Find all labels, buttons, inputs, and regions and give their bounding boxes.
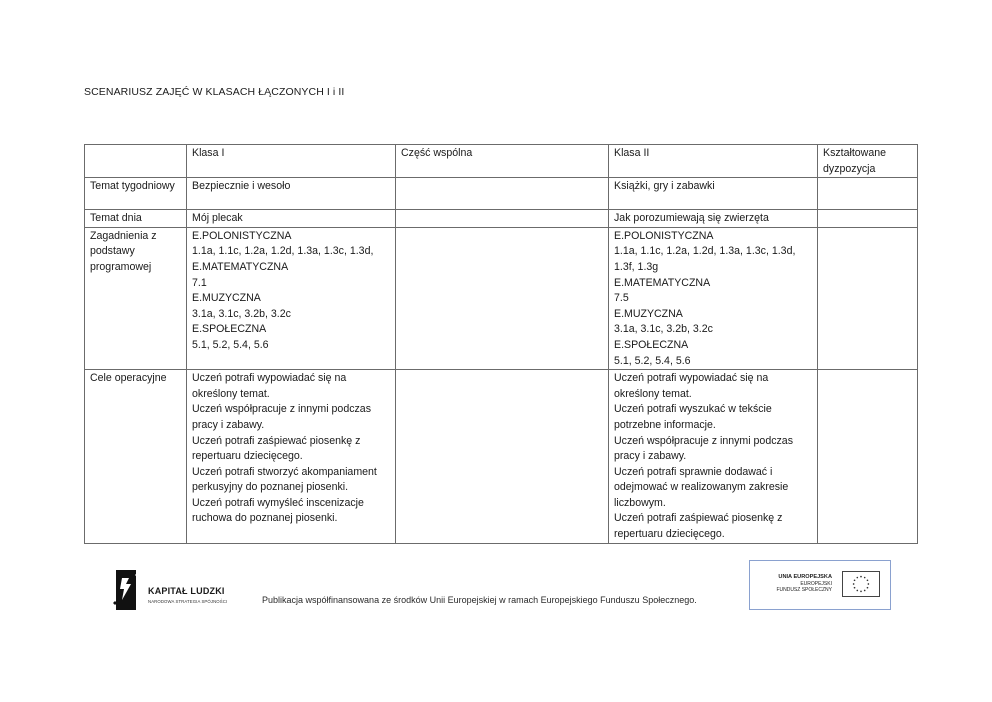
cell-klasa-1: Bezpiecznie i wesoło xyxy=(187,178,396,210)
header-cell-klasa-1: Klasa I xyxy=(187,145,396,178)
eu-flag-icon xyxy=(842,571,880,597)
header-cell-dyspozycje: Kształtowane dyzpozycja xyxy=(818,145,918,178)
lesson-plan-table xyxy=(84,144,918,544)
cell-czesc-wspolna xyxy=(396,178,609,210)
cell-dyspozycje xyxy=(818,210,918,228)
cell-klasa-1: Mój plecak xyxy=(187,210,396,228)
kapital-ludzki-logo-icon xyxy=(110,570,142,610)
cell-czesc-wspolna xyxy=(396,210,609,228)
cell-dyspozycje xyxy=(818,178,918,210)
cell-dyspozycje xyxy=(818,227,918,369)
eu-logo-box xyxy=(749,560,891,610)
cell-klasa-1: E.POLONISTYCZNA 1.1a, 1.1c, 1.2a, 1.2d, 1.3a, 1.3c, 1.3d, E.MATEMATYCZNA 7.1 E.MUZYCZNA 3.1a, 3.1c, 3.2b, 3.2c E.SPOŁECZNA 5.1, 5.2, 5.4, 5.6 xyxy=(187,227,396,369)
kapital-ludzki-logo xyxy=(110,570,250,610)
cell-klasa-2: Książki, gry i zabawki xyxy=(609,178,818,210)
row-label-temat-dnia: Temat dnia xyxy=(85,210,187,228)
eu-logo-text xyxy=(776,574,832,594)
table-header-row xyxy=(85,145,918,178)
page-footer xyxy=(0,560,992,620)
table-row xyxy=(85,370,918,544)
row-label-zagadnienia: Zagadnienia z podstawy programowej xyxy=(85,227,187,369)
cell-klasa-2: E.POLONISTYCZNA 1.1a, 1.1c, 1.2a, 1.2d, 1.3a, 1.3c, 1.3d, 1.3f, 1.3g E.MATEMATYCZNA 7.5 E.MUZYCZNA 3.1a, 3.1c, 3.2b, 3.2c E.SPOŁECZNA 5.1, 5.2, 5.4, 5.6 xyxy=(609,227,818,369)
row-label-temat-tygodniowy: Temat tygodniowy xyxy=(85,178,187,210)
cell-klasa-1: Uczeń potrafi wypowiadać się na określony temat. Uczeń współpracuje z innymi podczas pracy i zabawy. Uczeń potrafi zaśpiewać piosenkę z repertuaru dziecięcego. Uczeń potrafi stworzyć akompaniament perkusyjny do poznanej piosenki. Uczeń potrafi wymyśleć inscenizacje ruchowa do poznanej piosenki. xyxy=(187,370,396,544)
row-label-cele-operacyjne: Cele operacyjne xyxy=(85,370,187,544)
table-row xyxy=(85,227,918,369)
eu-line-1: UNIA EUROPEJSKA xyxy=(778,574,832,580)
funding-note: Publikacja współfinansowana ze środków Unii Europejskiej w ramach Europejskiego Funduszu Społecznego. xyxy=(262,595,697,605)
cell-czesc-wspolna xyxy=(396,227,609,369)
kapital-ludzki-name: KAPITAŁ LUDZKI xyxy=(148,586,225,596)
header-cell-klasa-2: Klasa II xyxy=(609,145,818,178)
header-cell-czesc-wspolna: Część wspólna xyxy=(396,145,609,178)
cell-czesc-wspolna xyxy=(396,370,609,544)
header-cell-empty xyxy=(85,145,187,178)
table-row xyxy=(85,178,918,210)
page-title: SCENARIUSZ ZAJĘĆ W KLASACH ŁĄCZONYCH I i II xyxy=(84,86,345,98)
kapital-ludzki-subtitle: NARODOWA STRATEGIA SPÓJNOŚCI xyxy=(148,599,228,604)
cell-klasa-2: Uczeń potrafi wypowiadać się na określony temat. Uczeń potrafi wyszukać w tekście potrzebne informacje. Uczeń współpracuje z innymi podczas pracy i zabawy. Uczeń potrafi sprawnie dodawać i odejmować w realizowanym zakresie liczbowym. Uczeń potrafi zaśpiewać piosenkę z repertuaru dziecięcego. xyxy=(609,370,818,544)
cell-dyspozycje xyxy=(818,370,918,544)
eu-line-2: EUROPEJSKI xyxy=(800,580,832,587)
cell-klasa-2: Jak porozumiewają się zwierzęta xyxy=(609,210,818,228)
table-row xyxy=(85,210,918,228)
eu-line-3: FUNDUSZ SPOŁECZNY xyxy=(776,587,832,593)
